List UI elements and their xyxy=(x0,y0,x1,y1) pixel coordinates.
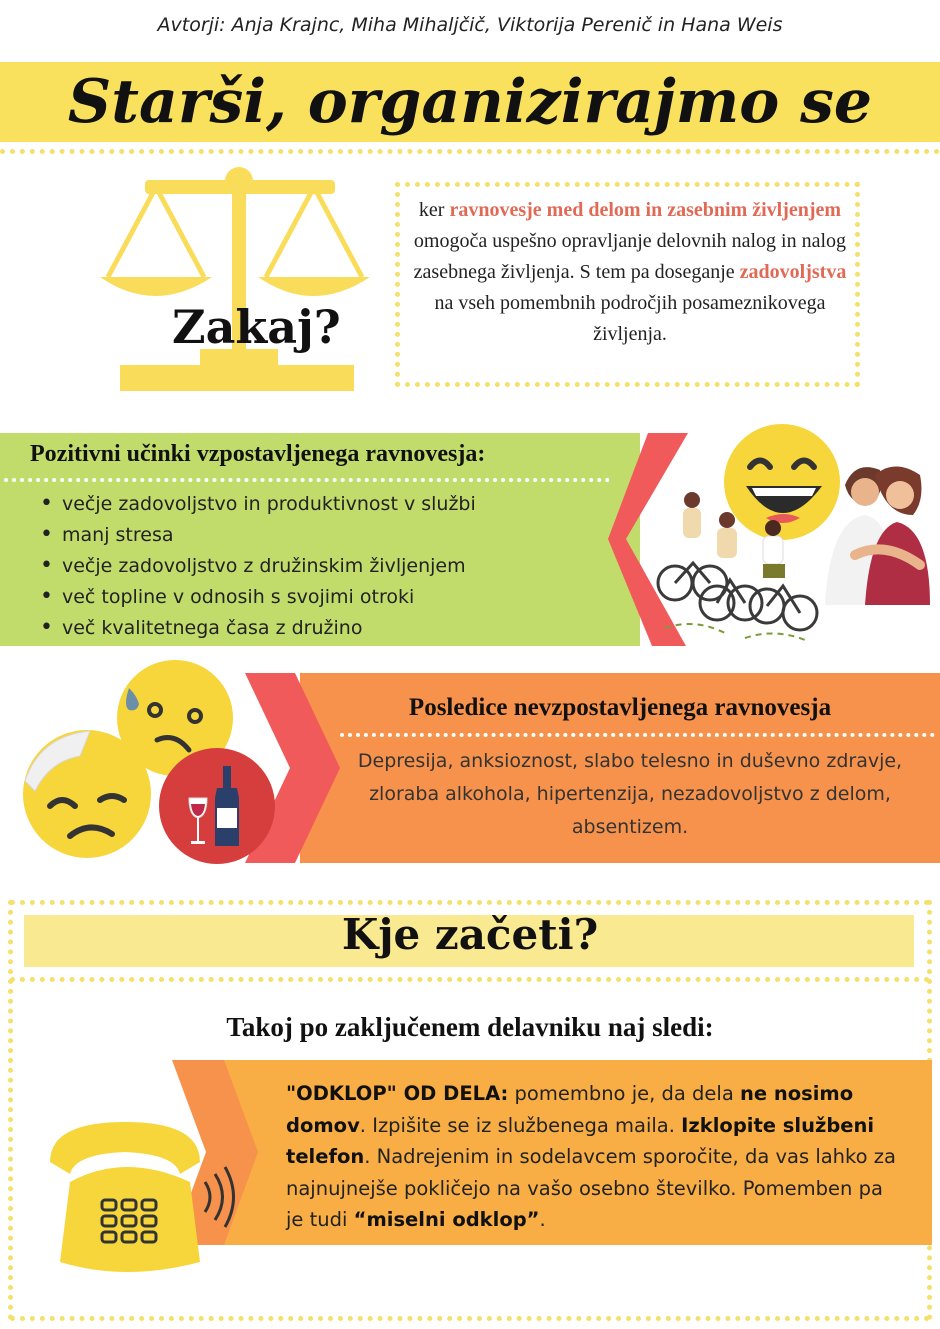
list-item: • večje zadovoljstvo in produktivnost v službi xyxy=(40,488,476,519)
divider xyxy=(10,1316,930,1321)
divider xyxy=(4,478,610,482)
telephone-icon xyxy=(40,1112,240,1282)
list-item: • manj stresa xyxy=(40,519,476,550)
why-label: Zakaj? xyxy=(172,300,341,354)
text-bold: ne nosimo domov xyxy=(286,1082,854,1137)
title-banner xyxy=(0,62,940,142)
divider xyxy=(340,733,935,737)
start-title: Kje začeti? xyxy=(341,910,599,959)
text-bold: “miselni odklop” xyxy=(353,1208,540,1231)
hugging-family-illustration xyxy=(825,460,935,605)
positive-effects-heading: Pozitivni učinki vzpostavljenega ravnovesja: xyxy=(30,441,486,467)
text-part: . Izpišite se iz službenega maila. xyxy=(359,1113,682,1137)
authors-line: Avtorji: Anja Krajnc, Miha Mihaljčič, Viktorija Perenič in Hana Weis xyxy=(157,14,783,36)
disconnect-text xyxy=(286,1078,904,1236)
why-highlight-satisfaction: zadovoljstva xyxy=(739,261,847,283)
text-part: . xyxy=(539,1208,546,1231)
negative-effects-heading: Posledice nevzpostavljenega ravnovesja xyxy=(408,694,832,721)
why-text-part: ker xyxy=(418,199,450,221)
frame-left xyxy=(8,900,13,1320)
list-item: • več topline v odnosih s svojimi otroki xyxy=(40,581,476,612)
cyclists-illustration xyxy=(655,488,825,648)
positive-effects-list xyxy=(40,488,476,643)
why-text xyxy=(405,195,855,350)
text-part: pomembno je, da dela xyxy=(508,1082,740,1105)
page-title: Starši, organizirajmo se xyxy=(67,67,873,137)
disconnect-heading: "ODKLOP" OD DELA: xyxy=(286,1082,509,1105)
divider xyxy=(10,977,930,982)
negative-effects-text: Depresija, anksioznost, slabo telesno in duševno zdravje, zloraba alkohola, hipertenzija, nezadovoljstvo z delom, absentizem. xyxy=(357,750,903,838)
list-item: • večje zadovoljstvo z družinskim življenjem xyxy=(40,550,476,581)
why-text-part: omogoča uspešno opravljanje delovnih nalog in nalog zasebnega življenja. S tem pa doseganje xyxy=(413,230,847,283)
scales-icon xyxy=(100,165,370,395)
list-item: • več kvalitetnega časa z družino xyxy=(40,612,476,643)
bandaged-emoji-icon xyxy=(20,726,155,861)
text-part: . Nadrejenim in sodelavcem sporočite, da vas lahko za najnujnejše pokličejo na vašo osebno številko. Pomemben pa je tudi xyxy=(286,1145,896,1231)
wine-bottle-icon xyxy=(157,746,277,866)
why-text-part: na vseh pomembnih področjih posameznikovega življenja. xyxy=(434,292,826,345)
divider xyxy=(0,149,940,154)
divider xyxy=(10,900,930,905)
start-subtitle: Takoj po zaključenem delavniku naj sledi: xyxy=(226,1012,714,1042)
why-highlight-balance: ravnovesje med delom in zasebnim življenjem xyxy=(449,199,842,221)
text-bold: Izklopite službeni telefon xyxy=(286,1113,875,1168)
